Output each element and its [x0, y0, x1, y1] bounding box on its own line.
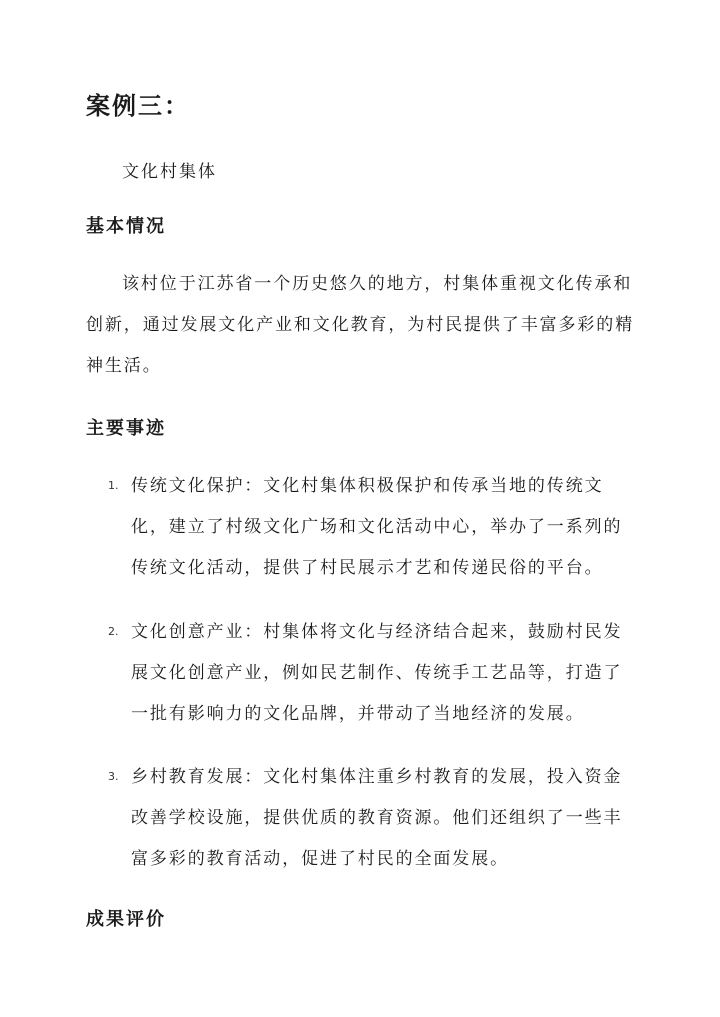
list-item-number: 2.	[108, 625, 119, 638]
section-heading-basic: 基本情况	[86, 216, 166, 237]
case-subtitle: 文化村集体	[122, 162, 217, 182]
list-item-number: 1.	[108, 479, 119, 492]
list-item-number: 3.	[108, 770, 119, 783]
section-heading-result: 成果评价	[86, 909, 166, 930]
basic-paragraph: 该村位于江苏省一个历史悠久的地方，村集体重视文化传承和创新，通过发展文化产业和文化教育，为村民提供了丰富多彩的精神生活。	[86, 274, 635, 376]
section-heading-deeds: 主要事迹	[86, 418, 166, 439]
list-item-text: 文化创意产业：村集体将文化与经济结合起来，鼓励村民发展文化创意产业，例如民艺制作、传统手工艺品等，打造了一批有影响力的文化品牌，并带动了当地经济的发展。	[131, 622, 623, 724]
list-item-text: 乡村教育发展：文化村集体注重乡村教育的发展，投入资金改善学校设施，提供优质的教育资源。他们还组织了一些丰富多彩的教育活动，促进了村民的全面发展。	[131, 767, 623, 869]
case-title: 案例三：	[86, 91, 190, 120]
list-item-text: 传统文化保护：文化村集体积极保护和传承当地的传统文化，建立了村级文化广场和文化活动中心，举办了一系列的传统文化活动，提供了村民展示才艺和传递民俗的平台。	[131, 476, 623, 578]
